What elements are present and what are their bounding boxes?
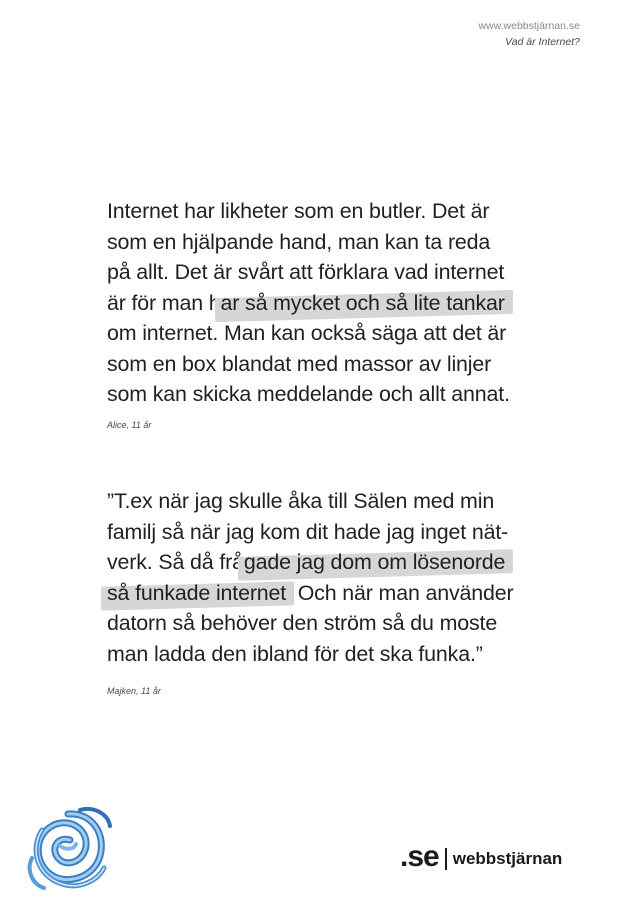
- highlight-mark: gade jag dom om lösenorde: [243, 550, 506, 574]
- brand-name: webbstjärnan: [452, 849, 563, 868]
- quote-text: är för man h: [107, 290, 221, 315]
- quote-line: som kan skicka meddelande och allt annat.: [107, 382, 510, 406]
- quote-line: som en box blandat med massor av linjer: [107, 351, 492, 376]
- page-header: [478, 18, 580, 50]
- brand-separator: [445, 848, 447, 870]
- quote-line-highlighted: [107, 578, 585, 609]
- quote-alice: [107, 196, 585, 410]
- quote-text: . Och när man använder: [286, 580, 514, 605]
- highlight-mark: ar så mycket och så lite tankar: [220, 290, 505, 315]
- site-url: www.webbstjärnan.se: [478, 20, 580, 32]
- page-subtitle: Vad är Internet?: [505, 36, 580, 48]
- quote-line: datorn så behöver den ström så du moste: [107, 611, 498, 635]
- quote-line: familj så när jag kom dit hade jag inget nät-: [107, 519, 509, 544]
- quote-line: som en hjälpande hand, man kan ta reda: [107, 229, 491, 254]
- quote-author: Majken, 11 år: [107, 686, 161, 696]
- brand-dot-se: .se: [400, 840, 439, 873]
- quote-line-highlighted: [107, 288, 585, 319]
- quote-line: om internet. Man kan också säga att det är: [107, 321, 507, 345]
- quote-line: ”T.ex när jag skulle åka till Sälen med min: [107, 489, 495, 513]
- quote-majken: [107, 486, 585, 669]
- quote-line: på allt. Det är svårt att förklara vad internet: [107, 260, 505, 284]
- quote-line: man ladda den ibland för det ska funka.”: [107, 641, 483, 666]
- highlight-mark: så funkade internet: [107, 580, 287, 605]
- ribbon-swirl-logo: [22, 800, 114, 892]
- brand-wordmark: [400, 839, 562, 875]
- quote-text: verk. Så då frå: [107, 550, 244, 574]
- quote-line-highlighted: [107, 547, 585, 578]
- quote-line: Internet har likheter som en butler. Det är: [107, 199, 490, 223]
- quote-author: Alice, 11 år: [107, 420, 152, 430]
